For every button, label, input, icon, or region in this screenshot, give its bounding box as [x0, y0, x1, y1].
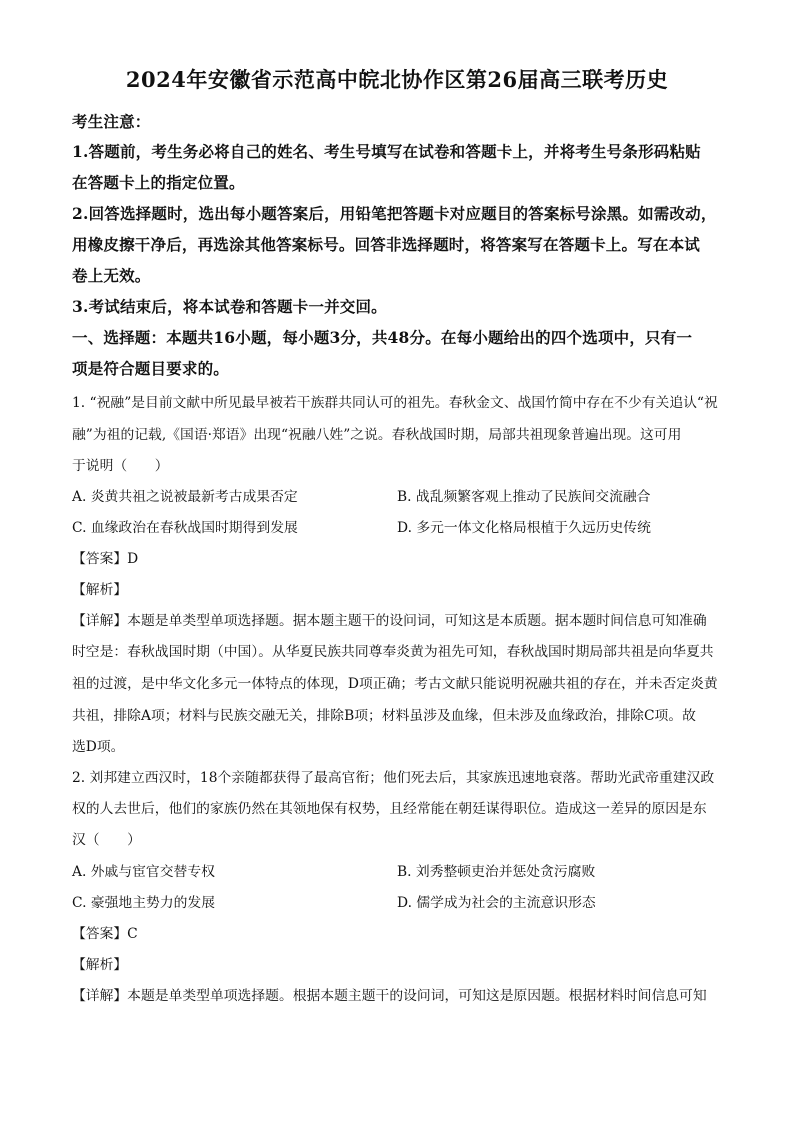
q1-stem-line-2: 融”为祖的记载,《国语·郑语》出现“祝融八姓”之说。春秋战国时期，局部共祖现象普遍出现。这可用 [72, 427, 682, 443]
notice-item-2-line-3: 卷上无效。 [72, 266, 151, 285]
q1-stem-line-3: 于说明（ ） [72, 458, 169, 474]
q1-answer: 【答案】D [72, 551, 139, 567]
q1-detail-line-3: 祖的过渡，是中华文化多元一体特点的体现，D项正确；考古文献只能说明祝融共祖的存在，并未否定炎黄 [72, 676, 718, 692]
q2-option-c: C. 豪强地主势力的发展 [72, 895, 216, 911]
q1-detail-line-1: 【详解】本题是单类型单项选择题。据本题主题干的设问词，可知这是本质题。据本题时间信息可知准确 [72, 613, 707, 629]
q2-stem-line-1: 2. 刘邦建立西汉时，18个亲随都获得了最高官衔；他们死去后，其家族迅速地衰落。帮助光武帝重建汉政 [72, 770, 715, 786]
q2-stem-line-2: 权的人去世后，他们的家族仍然在其领地保有权势，且经常能在朝廷谋得职位。造成这一差异的原因是东 [72, 801, 707, 817]
q2-option-d: D. 儒学成为社会的主流意识形态 [397, 895, 596, 911]
q1-option-a: A. 炎黄共祖之说被最新考古成果否定 [72, 489, 298, 505]
q2-analysis-label: 【解析】 [72, 957, 128, 973]
notice-item-3: 3.考试结束后，将本试卷和答题卡一并交回。 [72, 297, 387, 316]
q1-option-d: D. 多元一体文化格局根植于久远历史传统 [397, 520, 651, 536]
q1-option-c: C. 血缘政治在春秋战国时期得到发展 [72, 520, 298, 536]
page-title: 2024年安徽省示范高中皖北协作区第26届高三联考历史 [125, 67, 669, 92]
section-heading-line-1: 一、选择题：本题共16小题，每小题3分，共48分。在每小题给出的四个选项中，只有一 [72, 328, 693, 347]
q2-stem-line-3: 汉（ ） [72, 832, 141, 848]
q1-detail-line-4: 共祖，排除A项；材料与民族交融无关，排除B项；材料虽涉及血缘，但未涉及血缘政治，排除C项。故 [72, 708, 696, 724]
q1-detail-line-5: 选D项。 [72, 739, 125, 755]
q2-option-b: B. 刘秀整顿吏治并惩处贪污腐败 [397, 864, 596, 880]
q2-answer: 【答案】C [72, 926, 138, 942]
notice-item-1-line-1: 1.答题前，考生务必将自己的姓名、考生号填写在试卷和答题卡上，并将考生号条形码粘贴 [72, 142, 701, 161]
notice-heading: 考生注意： [72, 112, 151, 131]
q1-detail-line-2: 时空是：春秋战国时期（中国）。从华夏民族共同尊奉炎黄为祖先可知，春秋战国时期局部共祖是向华夏共 [72, 644, 714, 660]
notice-item-2-line-2: 用橡皮擦干净后，再选涂其他答案标号。回答非选择题时，将答案写在答题卡上。写在本试 [72, 235, 701, 254]
q2-detail-line-1: 【详解】本题是单类型单项选择题。根据本题主题干的设问词，可知这是原因题。根据材料时间信息可知 [72, 988, 707, 1004]
q1-option-b: B. 战乱频繁客观上推动了民族间交流融合 [397, 489, 651, 505]
section-heading-line-2: 项是符合题目要求的。 [72, 359, 230, 378]
q1-analysis-label: 【解析】 [72, 582, 128, 598]
q2-option-a: A. 外戚与宦官交替专权 [72, 864, 215, 880]
q1-stem-line-1: 1. “祝融”是目前文献中所见最早被若干族群共同认可的祖先。春秋金文、战国竹简中存在不少有关追认“祝 [72, 395, 718, 411]
notice-item-2-line-1: 2.回答选择题时，选出每小题答案后，用铅笔把答题卡对应题目的答案标号涂黑。如需改动， [72, 204, 717, 223]
notice-item-1-line-2: 在答题卡上的指定位置。 [72, 173, 245, 192]
